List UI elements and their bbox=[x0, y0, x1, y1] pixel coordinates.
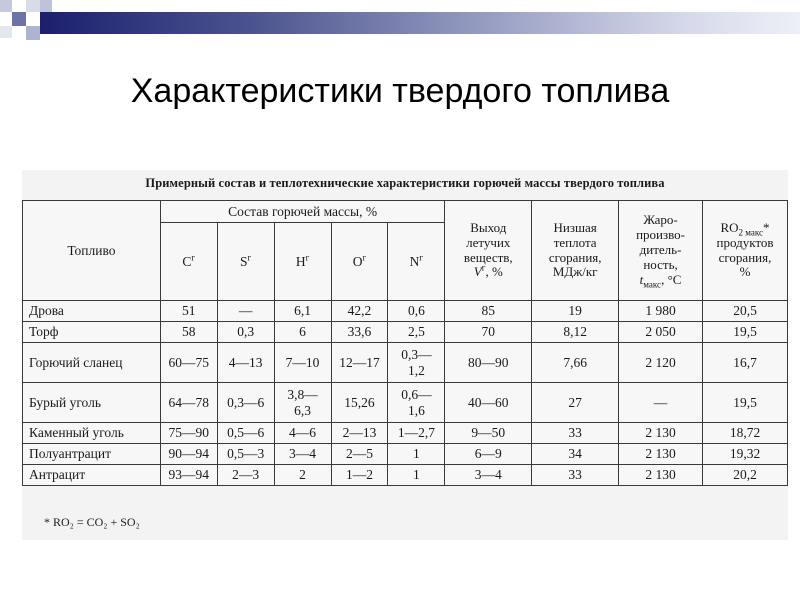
cell-s: 0,5—3 bbox=[217, 444, 274, 465]
cell-s: 2—3 bbox=[217, 465, 274, 486]
cell-n: 1—2,7 bbox=[388, 423, 445, 444]
table-row bbox=[23, 322, 788, 343]
header-h: $H^г$ bbox=[274, 223, 331, 301]
header-composition: Состав горючей массы, % bbox=[160, 201, 445, 223]
cell-heat: 7,66 bbox=[532, 343, 619, 383]
decor-square bbox=[0, 26, 12, 38]
header-heat: Низшая теплота сгорания, МДж/кг bbox=[532, 201, 619, 301]
cell-heat: 27 bbox=[532, 383, 619, 423]
table-row bbox=[23, 301, 788, 322]
header-volatile: Выход летучих веществ, $V^г$, % bbox=[445, 201, 532, 301]
header-s: $S^г$ bbox=[217, 223, 274, 301]
cell-h: 3,8— 6,3 bbox=[274, 383, 331, 423]
cell-volatile: 70 bbox=[445, 322, 532, 343]
fuel-characteristics-table bbox=[22, 200, 788, 486]
cell-o: 1—2 bbox=[331, 465, 388, 486]
cell-heat: 34 bbox=[532, 444, 619, 465]
cell-heat: 33 bbox=[532, 423, 619, 444]
header-fuel: Топливо bbox=[23, 201, 161, 301]
cell-temp: 1 980 bbox=[619, 301, 703, 322]
cell-fuel: Полуантрацит bbox=[23, 444, 161, 465]
table-row bbox=[23, 343, 788, 383]
cell-h: 3—4 bbox=[274, 444, 331, 465]
cell-s: 4—13 bbox=[217, 343, 274, 383]
cell-c: 75—90 bbox=[160, 423, 217, 444]
cell-s: 0,3—6 bbox=[217, 383, 274, 423]
cell-h: 7—10 bbox=[274, 343, 331, 383]
cell-s: 0,3 bbox=[217, 322, 274, 343]
cell-fuel: Горючий сланец bbox=[23, 343, 161, 383]
header-band bbox=[0, 0, 800, 46]
cell-c: 64—78 bbox=[160, 383, 217, 423]
cell-temp: — bbox=[619, 383, 703, 423]
cell-n: 0,6 bbox=[388, 301, 445, 322]
cell-ro2: 19,5 bbox=[703, 383, 788, 423]
cell-temp: 2 130 bbox=[619, 465, 703, 486]
table-row bbox=[23, 383, 788, 423]
cell-fuel: Торф bbox=[23, 322, 161, 343]
cell-o: 33,6 bbox=[331, 322, 388, 343]
cell-h: 6 bbox=[274, 322, 331, 343]
decor-square bbox=[26, 26, 40, 40]
cell-ro2: 16,7 bbox=[703, 343, 788, 383]
cell-c: 58 bbox=[160, 322, 217, 343]
cell-volatile: 85 bbox=[445, 301, 532, 322]
cell-o: 2—5 bbox=[331, 444, 388, 465]
cell-n: 1 bbox=[388, 465, 445, 486]
cell-volatile: 3—4 bbox=[445, 465, 532, 486]
table-row bbox=[23, 465, 788, 486]
cell-temp: 2 130 bbox=[619, 423, 703, 444]
cell-c: 90—94 bbox=[160, 444, 217, 465]
cell-volatile: 40—60 bbox=[445, 383, 532, 423]
table-caption: Примерный состав и теплотехнические характеристики горючей массы твердого топлива bbox=[145, 176, 665, 190]
slide-title: Характеристики твердого топлива bbox=[130, 72, 670, 110]
cell-n: 1 bbox=[388, 444, 445, 465]
cell-ro2: 20,5 bbox=[703, 301, 788, 322]
header-o: $O^г$ bbox=[331, 223, 388, 301]
cell-temp: 2 120 bbox=[619, 343, 703, 383]
decor-square bbox=[12, 12, 26, 26]
decor-square bbox=[26, 0, 40, 12]
cell-o: 2—13 bbox=[331, 423, 388, 444]
header-ro2: $RO_{2 макс}*$ продуктов сгорания, % bbox=[703, 201, 788, 301]
cell-ro2: 20,2 bbox=[703, 465, 788, 486]
table-row bbox=[23, 444, 788, 465]
cell-o: 15,26 bbox=[331, 383, 388, 423]
cell-c: 60—75 bbox=[160, 343, 217, 383]
cell-fuel: Каменный уголь bbox=[23, 423, 161, 444]
decor-square bbox=[0, 0, 12, 12]
header-c: $C^г$ bbox=[160, 223, 217, 301]
cell-temp: 2 130 bbox=[619, 444, 703, 465]
decor-square bbox=[40, 0, 52, 12]
table-row bbox=[23, 423, 788, 444]
cell-fuel: Антрацит bbox=[23, 465, 161, 486]
cell-volatile: 80—90 bbox=[445, 343, 532, 383]
cell-heat: 8,12 bbox=[532, 322, 619, 343]
header-n: $N^г$ bbox=[388, 223, 445, 301]
cell-ro2: 18,72 bbox=[703, 423, 788, 444]
cell-o: 42,2 bbox=[331, 301, 388, 322]
cell-h: 2 bbox=[274, 465, 331, 486]
header-temperature: Жаро- произво- дитель- ность, $t_{макс}$, °C bbox=[619, 201, 703, 301]
cell-h: 4—6 bbox=[274, 423, 331, 444]
cell-heat: 33 bbox=[532, 465, 619, 486]
table-footnote: * RO₂ = CO₂ + SO₂ bbox=[44, 515, 140, 529]
cell-volatile: 6—9 bbox=[445, 444, 532, 465]
cell-fuel: Бурый уголь bbox=[23, 383, 161, 423]
cell-heat: 19 bbox=[532, 301, 619, 322]
cell-ro2: 19,32 bbox=[703, 444, 788, 465]
cell-s: — bbox=[217, 301, 274, 322]
cell-fuel: Дрова bbox=[23, 301, 161, 322]
cell-o: 12—17 bbox=[331, 343, 388, 383]
cell-n: 0,3— 1,2 bbox=[388, 343, 445, 383]
cell-c: 51 bbox=[160, 301, 217, 322]
cell-h: 6,1 bbox=[274, 301, 331, 322]
cell-volatile: 9—50 bbox=[445, 423, 532, 444]
cell-n: 0,6— 1,6 bbox=[388, 383, 445, 423]
cell-temp: 2 050 bbox=[619, 322, 703, 343]
cell-ro2: 19,5 bbox=[703, 322, 788, 343]
cell-s: 0,5—6 bbox=[217, 423, 274, 444]
gradient-bar bbox=[40, 12, 800, 34]
cell-n: 2,5 bbox=[388, 322, 445, 343]
cell-c: 93—94 bbox=[160, 465, 217, 486]
